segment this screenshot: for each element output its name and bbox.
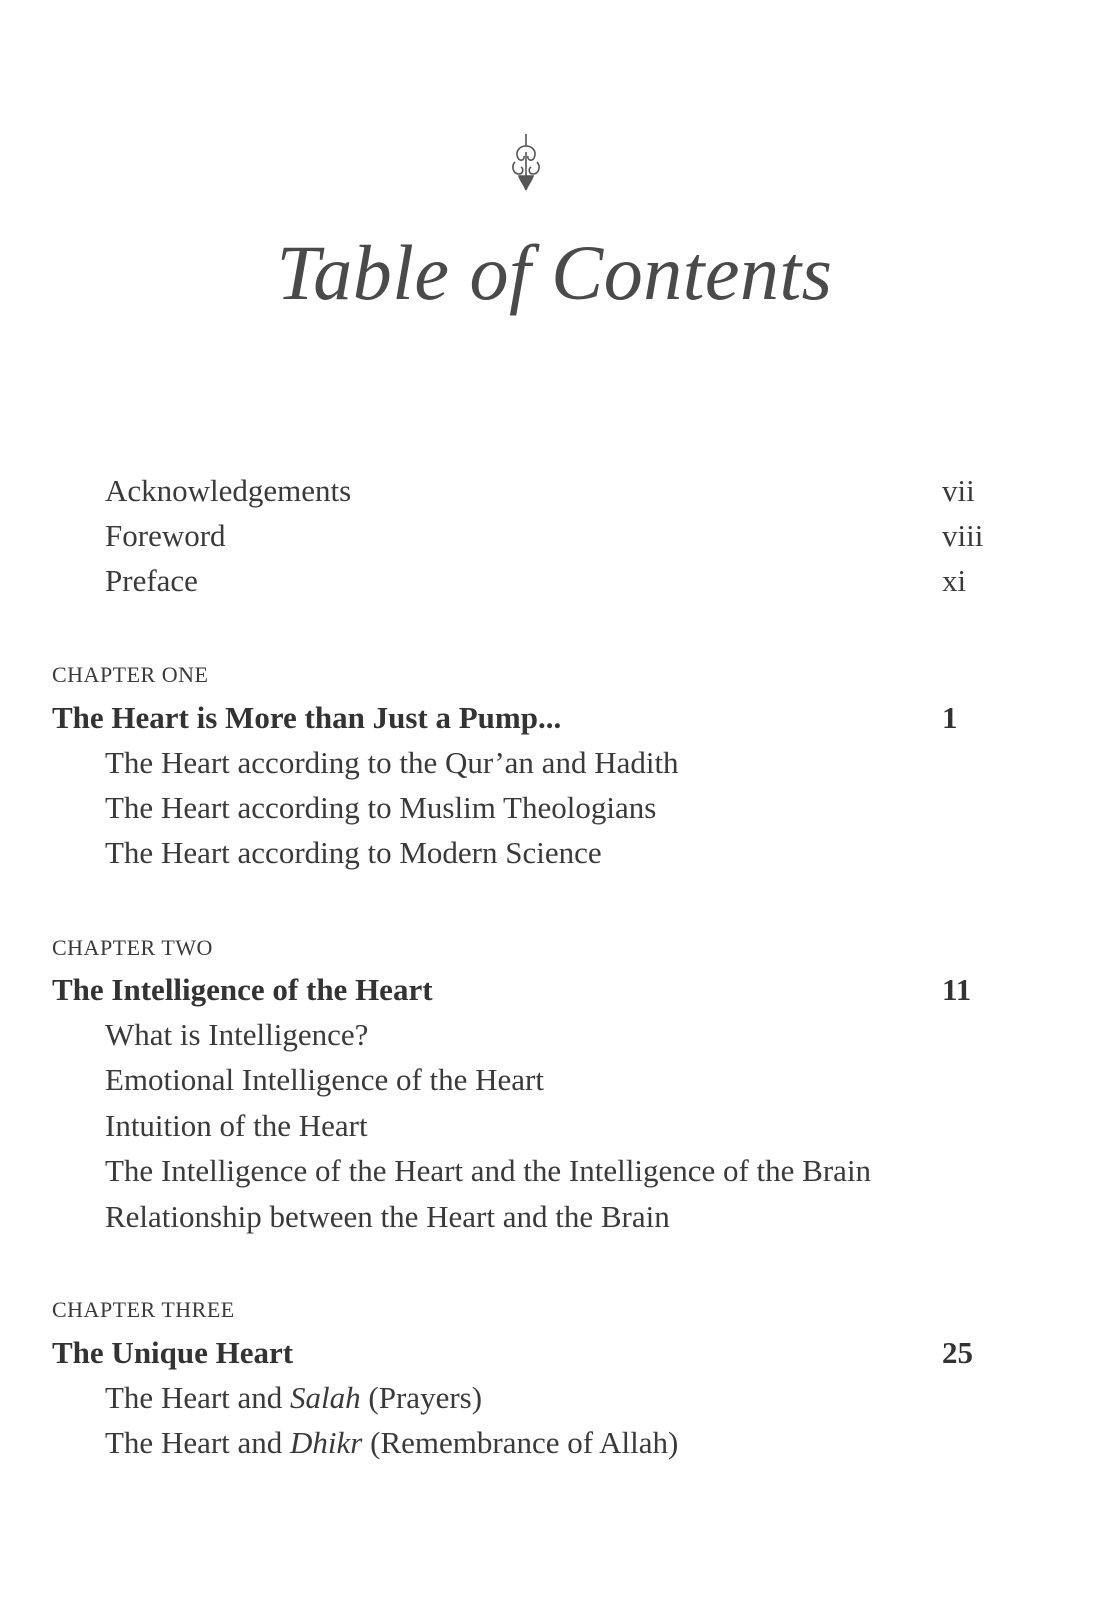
chapter-page: 1 — [942, 700, 958, 735]
section-text: The Heart and — [105, 1380, 291, 1415]
toc-entry-acknowledgements: Acknowledgements — [105, 473, 352, 508]
section-text: (Remembrance of Allah) — [362, 1425, 679, 1460]
toc-section: Emotional Intelligence of the Heart — [105, 1062, 544, 1097]
toc-page-acknowledgements: vii — [942, 473, 975, 508]
page-title: Table of Contents — [276, 229, 833, 316]
toc-section: The Intelligence of the Heart and the Intelligence of the Brain — [105, 1153, 872, 1188]
toc-page-foreword: viii — [942, 518, 984, 553]
toc-section — [105, 1378, 482, 1418]
chapter-label: CHAPTER THREE — [52, 1297, 235, 1322]
section-text: (Prayers) — [360, 1380, 483, 1415]
toc-section: The Heart according to the Qur’an and Hadith — [105, 745, 679, 780]
toc-section: The Heart according to Modern Science — [105, 835, 602, 870]
toc-page-preface: xi — [942, 563, 967, 598]
chapter-title: The Intelligence of the Heart — [52, 972, 433, 1007]
section-text: The Heart and — [105, 1425, 291, 1460]
chapter-label: CHAPTER TWO — [52, 935, 213, 960]
toc-section — [105, 1423, 678, 1463]
toc-section: Intuition of the Heart — [105, 1108, 368, 1143]
section-italic-term: Dhikr — [290, 1425, 363, 1460]
toc-section: Relationship between the Heart and the Brain — [105, 1199, 670, 1234]
toc-entry-preface: Preface — [105, 563, 198, 598]
chapter-page: 11 — [942, 972, 972, 1007]
toc-section: The Heart according to Muslim Theologians — [105, 790, 657, 825]
toc-section: What is Intelligence? — [105, 1017, 369, 1052]
toc-entry-foreword: Foreword — [105, 518, 226, 553]
section-italic-term: Salah — [290, 1380, 361, 1415]
fleuron-icon — [509, 132, 543, 192]
chapter-label: CHAPTER ONE — [52, 662, 209, 687]
chapter-page: 25 — [942, 1335, 973, 1370]
chapter-title: The Heart is More than Just a Pump... — [52, 700, 562, 735]
chapter-title: The Unique Heart — [52, 1335, 294, 1370]
